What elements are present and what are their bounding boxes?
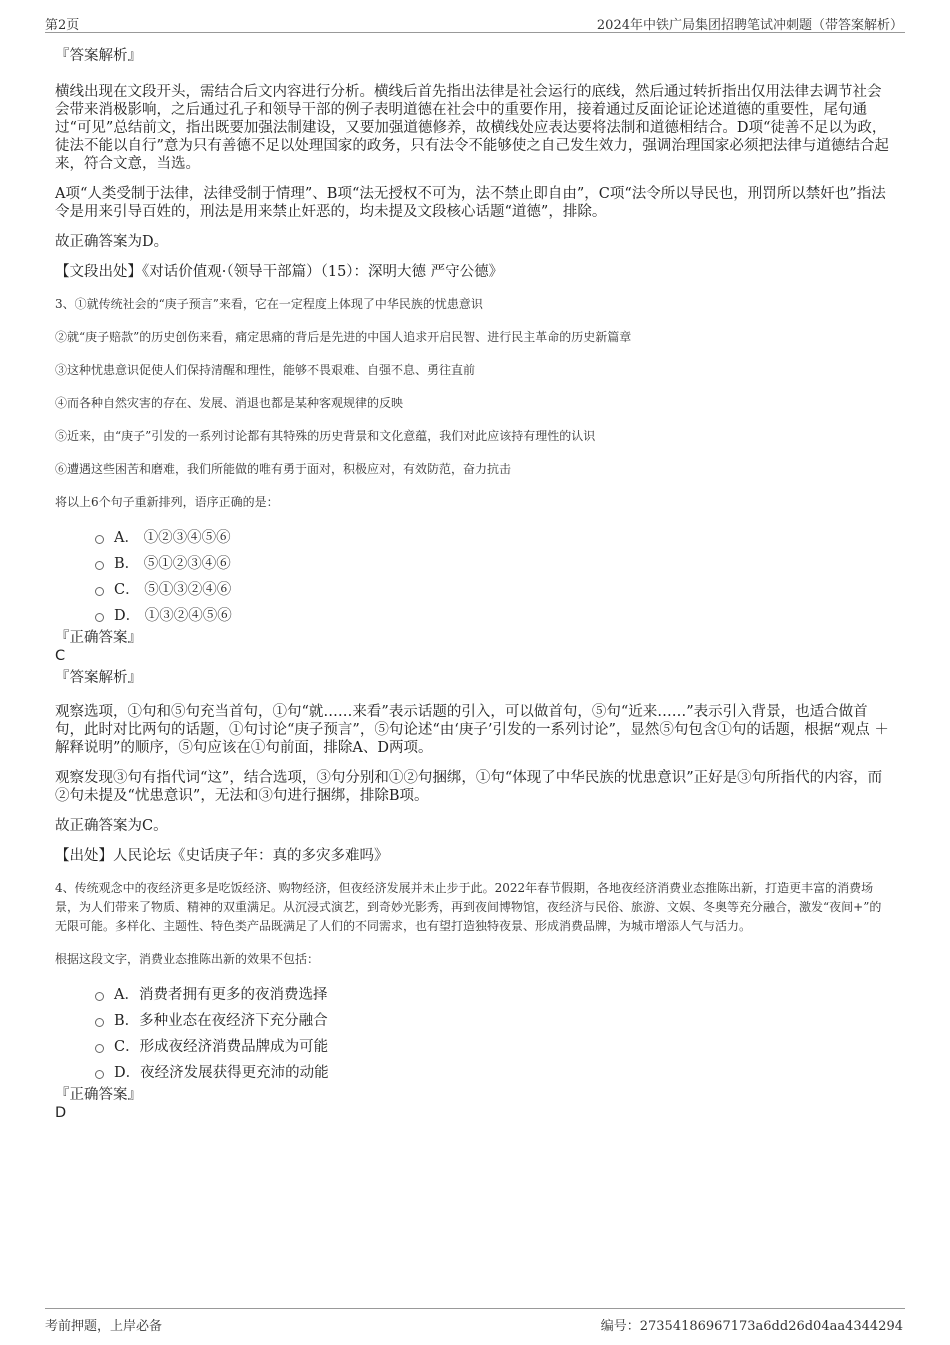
analysis-conclusion: 故正确答案为D。 [55,234,169,250]
analysis-conclusion: 故正确答案为C。 [55,818,168,834]
option-label: A．消费者拥有更多的夜消费选择 [114,987,328,1003]
option-b[interactable] [55,551,890,577]
option-label: D． ①③②④⑤⑥ [114,608,232,624]
page-footer [45,1308,905,1334]
stem-line: ③这种忧患意识促使人们保持清醒和理性，能够不畏艰难、自强不息、勇往直前 [55,363,476,377]
stem-line: ⑤近来，由“庚子”引发的一系列讨论都有其特殊的历史背景和文化意蕴，我们对此应该持有理性的认识 [55,429,596,443]
stem-line: ②就“庚子赔款”的历史创伤来看，痛定思痛的背后是先进的中国人追求开启民智、进行民主革命的历史新篇章 [55,330,632,344]
option-label: C．形成夜经济消费品牌成为可能 [114,1039,329,1055]
stem-line: ⑥遭遇这些困苦和磨难，我们所能做的唯有勇于面对，积极应对，有效防范，奋力抗击 [55,462,512,476]
footer-slogan: 考前押题，上岸必备 [45,1319,163,1334]
option-d[interactable] [55,1060,890,1086]
answer-heading: 『正确答案』 [55,1087,142,1103]
option-a[interactable] [55,982,890,1008]
document-title: 2024年中铁广局集团招聘笔试冲刺题（带答案解析） [596,18,903,33]
option-d[interactable] [55,603,890,629]
analysis-paragraph: 横线出现在文段开头，需结合后文内容进行分析。横线后首先指出法律是社会运行的底线，然后通过转折指出仅用法律去调节社会会带来消极影响，之后通过孔子和领导干部的例子表明道德在社会中的重要作用，接着通过反面论证论述道德的重要性，尾句通过“可见”总结前文，指出既要加强法制建设，又要加强道德修养，故横线处应表达要将法制和道德相结合。D项“徒善不足以为政，徒法不能以自行”意为只有善德不足以处理国家的政务，只有法令不能够使之自己发生效力，强调治理国家必须把法律与道德结合起来，符合文意，当选。 [55,84,889,172]
analysis-paragraph: 观察发现③句有指代词“这”，结合选项，③句分别和①②句捆绑，①句“体现了中华民族的忧患意识”正好是③句所指代的内容，而②句未提及“忧患意识”，无法和③句进行捆绑，排除B项。 [55,770,883,804]
option-label: B． ⑤①②③④⑥ [114,556,231,572]
question-prompt: 将以上6个句子重新排列，语序正确的是： [55,495,279,509]
option-label: C． ⑤①③②④⑥ [114,582,232,598]
stem-line: 3、①就传统社会的“庚子预言”来看，它在一定程度上体现了中华民族的忧患意识 [55,297,483,311]
radio-button[interactable] [95,1070,104,1079]
radio-button[interactable] [95,1044,104,1053]
correct-answer: D [55,1105,67,1121]
question-4-stem: 4、传统观念中的夜经济更多是吃饭经济、购物经济，但夜经济发展并未止步于此。2022年春节假期，各地夜经济消费业态推陈出新，打造更丰富的消费场景，为人们带来了物质、精神的双重满足。从沉浸式演艺，到奇妙光影秀，再到夜间博物馆，夜经济与民俗、旅游、文娱、冬奥等充分融合，激发“夜间+”的无限可能。多样化、主题性、特色类产品既满足了人们的不同需求，也有望打造独特夜景、形成消费品牌，为城市增添人气与活力。 [55,881,882,933]
answer-heading: 『正确答案』 [55,630,142,646]
document-serial: 编号：27354186967173a6dd26d04aa4344294 [600,1319,903,1334]
option-a[interactable] [55,525,890,551]
option-label: A． ①②③④⑤⑥ [114,530,231,546]
analysis-heading: 『答案解析』 [55,670,142,686]
analysis-paragraph: A项“人类受制于法律，法律受制于情理”、B项“法无授权不可为，法不禁止即自由”，C项“法令所以导民也，刑罚所以禁奸也”指法令是用来引导百姓的，刑法是用来禁止奸恶的，均未提及文段核心话题“道德”，排除。 [55,186,886,220]
page-content [55,45,890,1122]
radio-button[interactable] [95,992,104,1001]
correct-answer: C [55,648,66,664]
page-number: 第2页 [45,18,80,33]
radio-button[interactable] [95,613,104,622]
source-citation: 【文段出处】《对话价值观·（领导干部篇）（15）：深明大德 严守公德》 [55,264,504,280]
option-c[interactable] [55,1034,890,1060]
radio-button[interactable] [95,535,104,544]
question-3-stem [55,295,890,511]
radio-button[interactable] [95,587,104,596]
question-4-options [55,982,890,1086]
analysis-heading: 『答案解析』 [55,48,142,64]
stem-line: ④而各种自然灾害的存在、发展、消退也都是某种客观规律的反映 [55,396,404,410]
radio-button[interactable] [95,1018,104,1027]
option-b[interactable] [55,1008,890,1034]
option-label: D．夜经济发展获得更充沛的动能 [114,1065,329,1081]
option-c[interactable] [55,577,890,603]
analysis-paragraph: 观察选项，①句和⑤句充当首句，①句“就……来看”表示话题的引入，可以做首句，⑤句“近来……”表示引入背景，也适合做首句，此时对比两句的话题，①句讨论“庚子预言”，⑤句论述“由‘庚子’引发的一系列讨论”，显然⑤句包含①句的话题，根据“观点 ＋ 解释说明”的顺序，⑤句应该在①句前面，排除A、D两项。 [55,704,889,756]
page-header [45,12,905,33]
option-label: B．多种业态在夜经济下充分融合 [114,1013,328,1029]
radio-button[interactable] [95,561,104,570]
question-3-options [55,525,890,629]
question-prompt: 根据这段文字，消费业态推陈出新的效果不包括： [55,952,320,966]
source-citation: 【出处】人民论坛《史话庚子年：真的多灾多难吗》 [55,848,389,864]
